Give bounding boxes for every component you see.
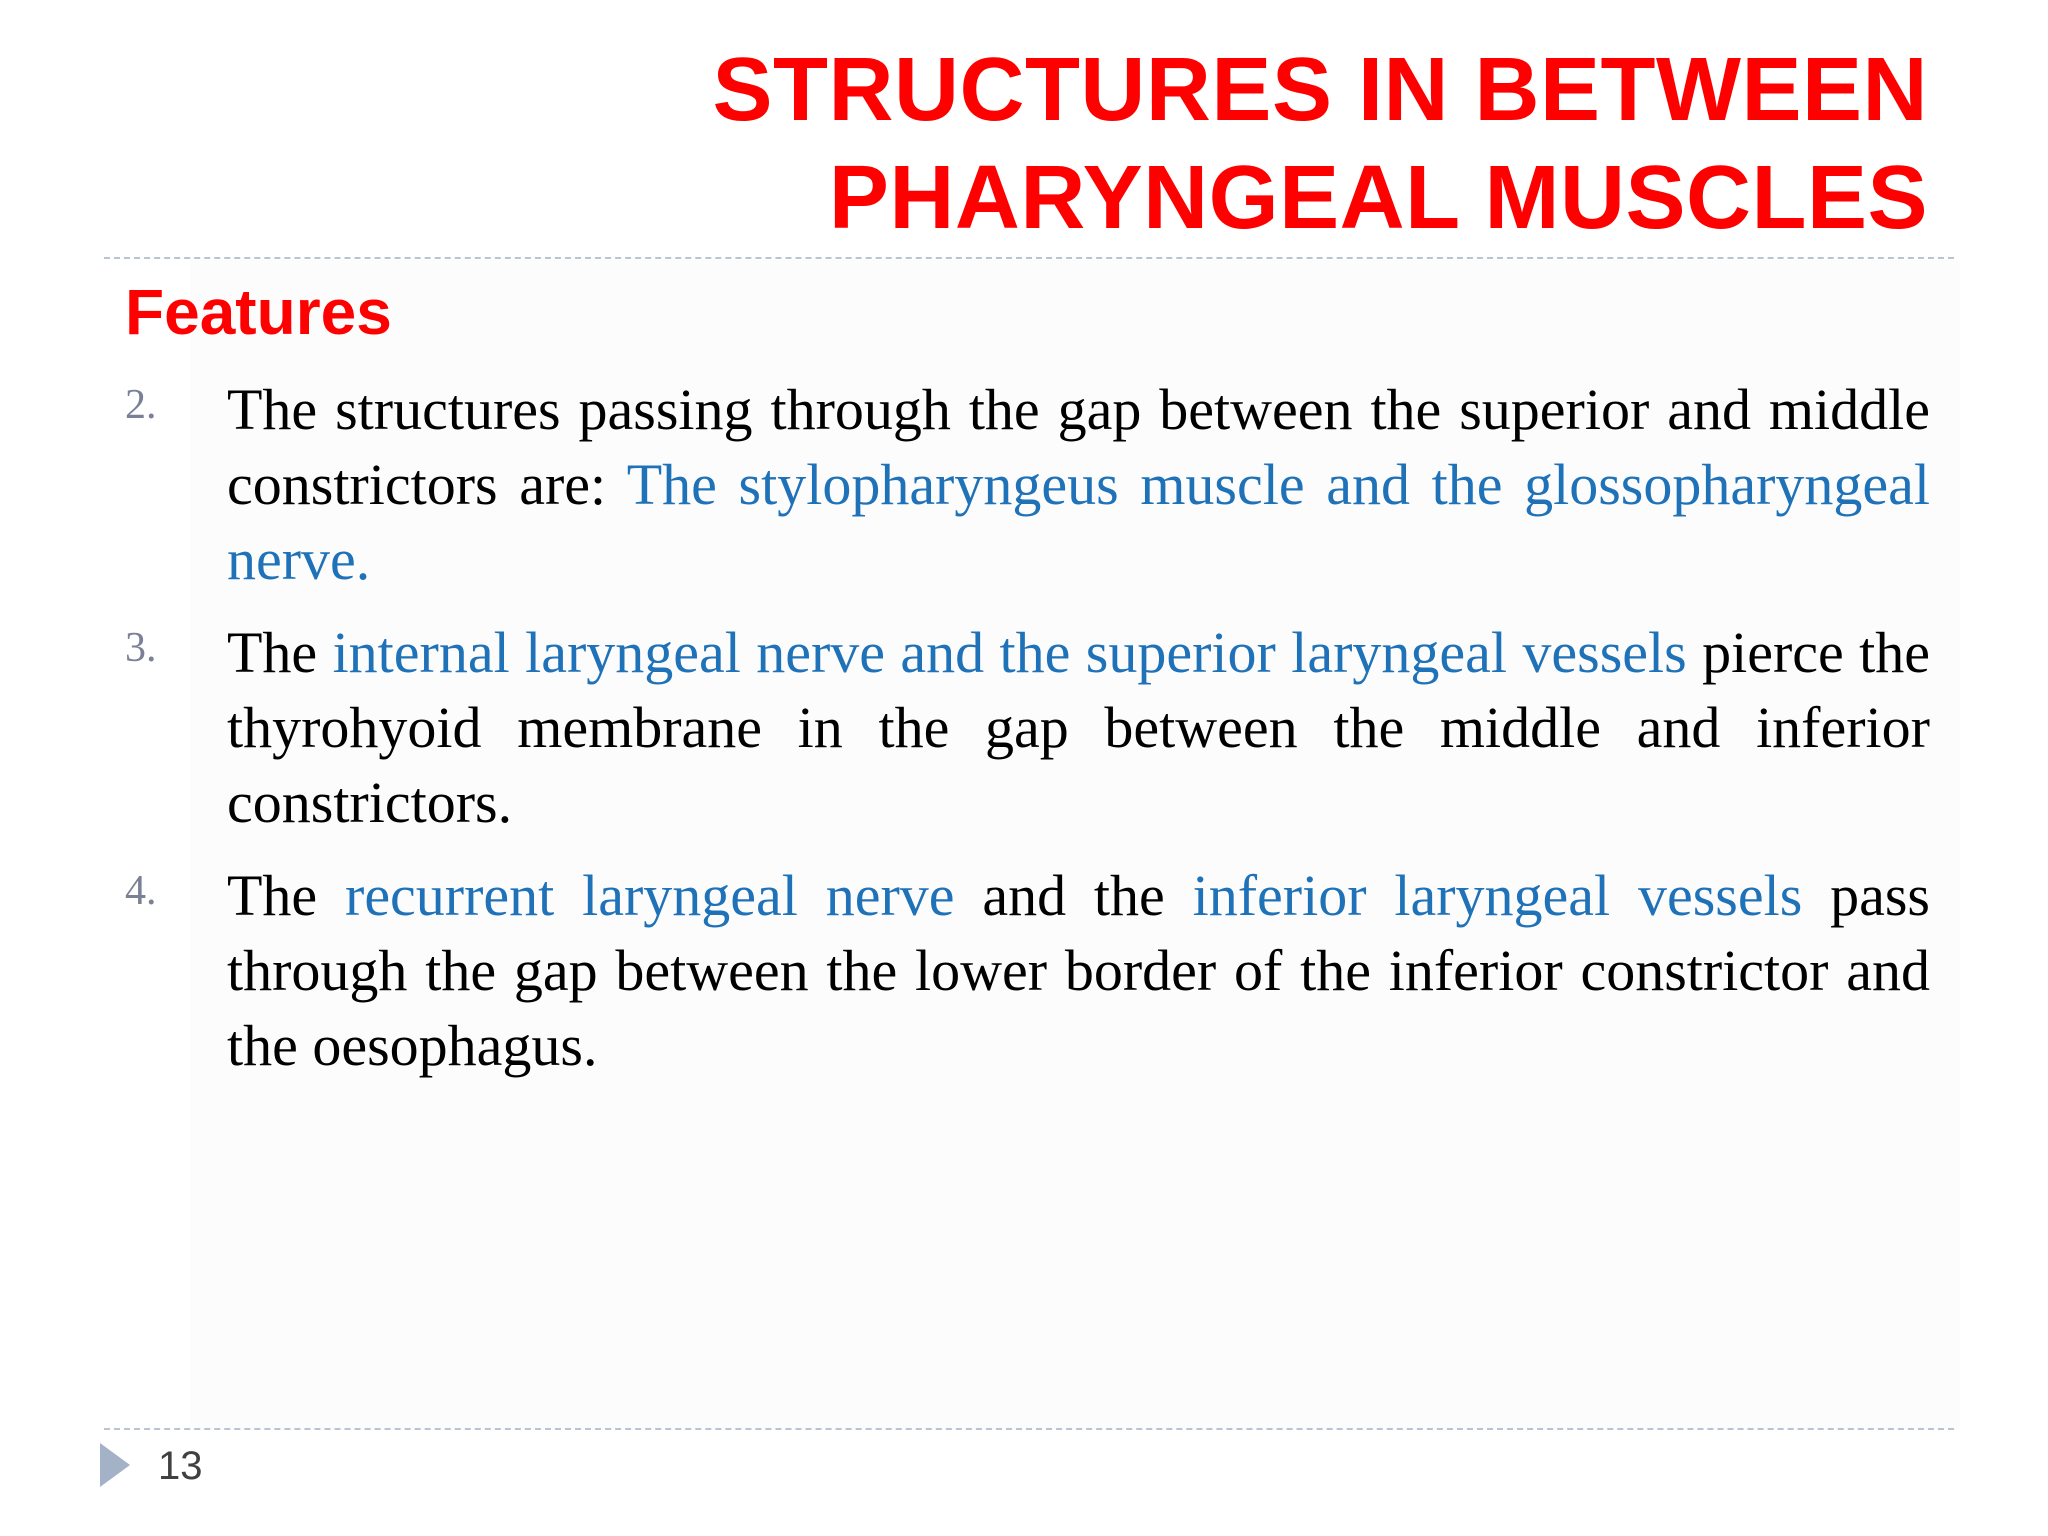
list-item-number: 2.: [125, 382, 157, 428]
list-item-text: [227, 858, 1930, 1083]
list-item: [125, 858, 1930, 1083]
text-segment: pierce the thyrohyoid membrane in the gap between the middle and inferior constrictors.: [227, 620, 1931, 835]
slide-title: [528, 36, 1928, 252]
text-segment: The: [227, 863, 345, 928]
list-item-number: 3.: [125, 625, 157, 671]
slide-arrow-icon: [100, 1443, 130, 1487]
page-number: 13: [158, 1444, 203, 1488]
top-divider: [104, 257, 1954, 259]
section-heading: Features: [125, 276, 392, 348]
text-segment: The structures passing through the gap between the superior and middle constrictors are:: [227, 377, 1930, 517]
text-segment: pass through the gap between the lower border of the inferior constrictor and the oesophagus.: [227, 863, 1930, 1078]
list-item-number: 4.: [125, 868, 157, 914]
feature-list: [125, 372, 1930, 1101]
slide-title-line-1: STRUCTURES IN BETWEEN: [712, 40, 1928, 140]
highlighted-term: The stylopharyngeus muscle and the glossopharyngeal nerve.: [227, 452, 1930, 592]
list-item: [125, 615, 1930, 840]
highlighted-term: internal laryngeal nerve and the superior laryngeal vessels: [332, 620, 1687, 685]
text-segment: The: [227, 620, 333, 685]
list-item-text: [227, 372, 1930, 597]
highlighted-term: recurrent laryngeal nerve: [345, 863, 955, 928]
slide-title-line-2: PHARYNGEAL MUSCLES: [828, 148, 1928, 248]
text-segment: and the: [954, 863, 1193, 928]
list-item-text: [227, 615, 1930, 840]
list-item: [125, 372, 1930, 597]
highlighted-term: inferior laryngeal vessels: [1192, 863, 1803, 928]
bottom-divider: [104, 1428, 1954, 1430]
